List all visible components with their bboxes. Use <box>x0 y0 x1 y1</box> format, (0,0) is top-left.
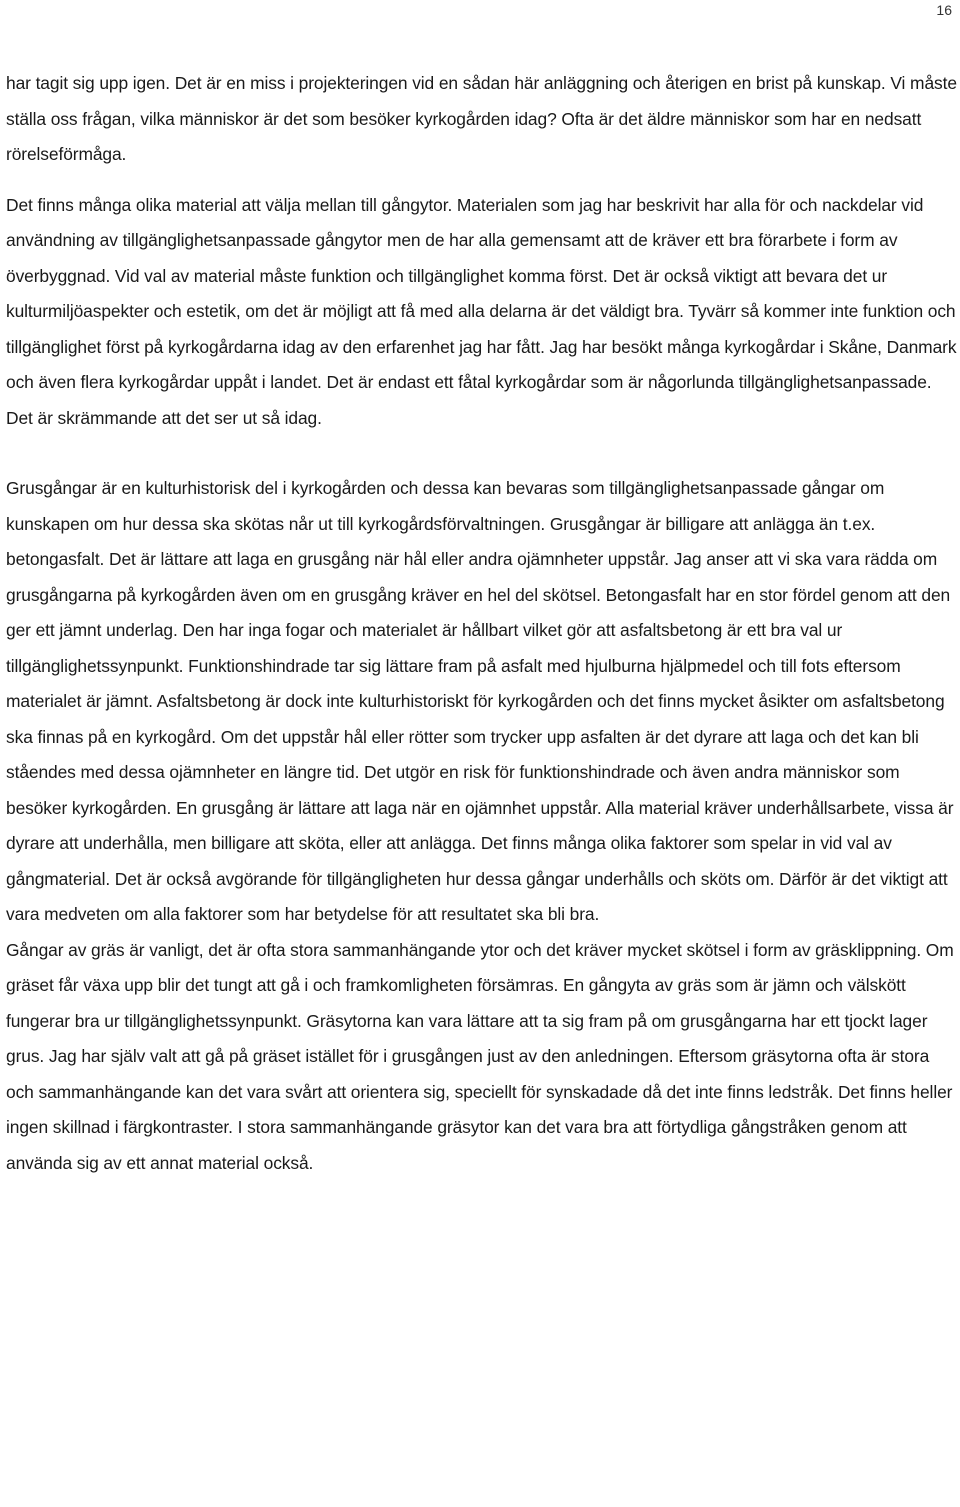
paragraph-4: Gångar av gräs är vanligt, det är ofta stora sammanhängande ytor och det kräver mycket skötsel i form av gräsklippning. Om gräset får växa upp blir det tungt att gå i och framkomligheten försämras. En gångyta av gräs som är jämn och välskött fungerar bra ur tillgänglighetssynpunkt. Gräsytorna kan vara lättare att ta sig fram på om grusgångarna har ett tjockt lager grus. Jag har själv valt att gå på gräset istället för i grusgången just av den anledningen. Eftersom gräsytorna ofta är stora och sammanhängande kan det vara svårt att orientera sig, speciellt för synskadade då det inte finns ledstråk. Det finns heller ingen skillnad i färgkontraster. I stora sammanhängande gräsytor kan det vara bra att förtydliga gångstråken genom att använda sig av ett annat material också. <box>6 939 954 1173</box>
document-body <box>6 66 958 1181</box>
paragraph-1: har tagit sig upp igen. Det är en miss i projekteringen vid en sådan här anläggning och återigen en brist på kunskap. Vi måste ställa oss frågan, vilka människor är det som besöker kyrkogården idag? Ofta är det äldre människor som har en nedsatt rörelseförmåga. <box>6 73 957 164</box>
paragraph-2: Det finns många olika material att välja mellan till gångytor. Materialen som jag har beskrivit har alla för och nackdelar vid användning av tillgänglighetsanpassade gångytor men de har alla gemensamt att de kräver ett bra förarbete i form av överbyggnad. Vid val av material måste funktion och tillgänglighet komma först. Det är också viktigt att bevara det ur kulturmiljöaspekter och estetik, om det är möjligt att få med alla delarna är det väldigt bra. Tyvärr så kommer inte funktion och tillgänglighet först på kyrkogårdarna idag av den erfarenhet jag har fått. Jag har besökt många kyrkogårdar i Skåne, Danmark och även flera kyrkogårdar uppåt i landet. Det är endast ett fåtal kyrkogårdar som är någorlunda tillgänglighetsanpassade. Det är skrämmande att det ser ut så idag. <box>6 194 957 428</box>
page-number: 16 <box>936 2 952 18</box>
paragraph-3: Grusgångar är en kulturhistorisk del i kyrkogården och dessa kan bevaras som tillgänglighetsanpassade gångar om kunskapen om hur dessa ska skötas når ut till kyrkogårdsförvaltningen. Grusgångar är billigare att anlägga än t.ex. betongasfalt. Det är lättare att laga en grusgång när hål eller andra ojämnheter uppstår. Jag anser att vi ska vara rädda om grusgångarna på kyrkogården även om en grusgång kräver en hel del skötsel. Betongasfalt har en stor fördel genom att den ger ett jämnt underlag. Den har inga fogar och materialet är hållbart vilket gör att asfaltsbetong är ett bra val ur tillgänglighetssynpunkt. Funktionshindrade tar sig lättare fram på asfalt med hjulburna hjälpmedel och till fots eftersom materialet är jämnt. Asfaltsbetong är dock inte kulturhistoriskt för kyrkogården och det finns mycket åsikter om asfaltsbetong ska finnas på en kyrkogård. Om det uppstår hål eller rötter som trycker upp asfalten är det dyrare att laga och det kan bli ståendes med dessa ojämnheter en längre tid. Det utgör en risk för funktionshindrade och även andra människor som besöker kyrkogården. En grusgång är lättare att laga när en ojämnhet uppstår. Alla material kräver underhållsarbete, vissa är dyrare att underhålla, men billigare att sköta, eller att anlägga. Det finns många olika faktorer som spelar in vid val av gångmaterial. Det är också avgörande för tillgängligheten hur dessa gångar underhålls och sköts om. Därför är det viktigt att vara medveten om alla faktorer som har betydelse för att resultatet ska bli bra. <box>6 478 954 924</box>
